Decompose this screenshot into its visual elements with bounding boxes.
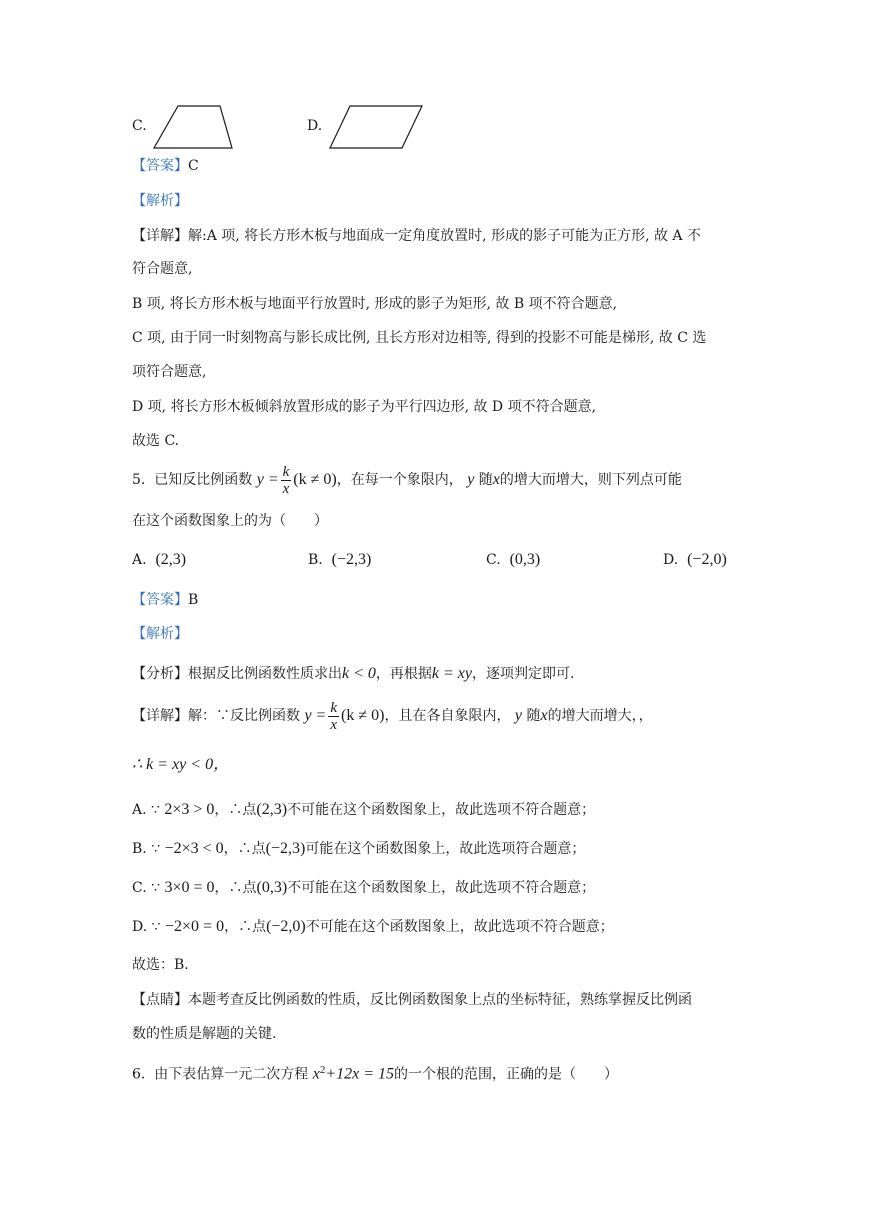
q5-analysis-tag: 【解析】 <box>132 626 188 642</box>
q5-fraction: $\frac{k}{x}$ <box>282 463 290 497</box>
prev-answer: 【答案】C <box>132 158 199 174</box>
q5-option-a: A. (2,3) <box>132 551 187 568</box>
option-d-label: D. <box>307 118 323 134</box>
prev-detail-line-4: C 项, 由于同一时刻物高与影长成比例, 且长方形对边相等, 得到的投影不可能是梯形, 故 C 选 <box>132 330 707 346</box>
prev-detail-line-3: B 项, 将长方形木板与地面平行放置时, 形成的影子为矩形, 故 B 项不符合题意, <box>132 296 618 312</box>
q5-answer: 【答案】B <box>132 592 199 608</box>
q5-check-a: A. ∵ 2×3 > 0，∴点(2,3)不可能在这个函数图象上，故此选项不符合题意； <box>132 801 596 818</box>
q5-check-c: C. ∵ 3×0 = 0，∴点(0,3)不可能在这个函数图象上，故此选项不符合题意； <box>132 879 596 896</box>
q5-option-d: D. (−2,0) <box>663 551 727 568</box>
q5-fenxi: 【分析】根据反比例函数性质求出k < 0，再根据k = xy，逐项判定即可. <box>132 665 575 682</box>
q5-therefore: ∴ k = xy < 0， <box>132 756 230 773</box>
prev-detail-line-7: 故选 C. <box>132 433 180 449</box>
trapezoid-figure <box>150 102 240 152</box>
q5-detail-line-1: 【详解】解：∵反比例函数 y = $\frac{k}{x}$ (k ≠ 0)，且在各自象限内， y 随x的增大而增大，， <box>132 699 653 733</box>
q6-stem: 6. 由下表估算一元二次方程 $x^2+12x = 15$的一个根的范围，正确的是（ ） <box>132 1064 619 1083</box>
q5-detail-fraction: $\frac{k}{x}$ <box>330 699 338 733</box>
q5-check-d: D. ∵ −2×0 = 0，∴点(−2,0)不可能在这个函数图象上，故此选项不符合题意； <box>132 918 614 935</box>
q5-check-b: B. ∵ −2×3 < 0，∴点(−2,3)可能在这个函数图象上，故此选项符合题意； <box>132 840 586 857</box>
prev-analysis-tag: 【解析】 <box>132 193 188 209</box>
q5-dianjing-line-1: 【点睛】本题考查反比例函数的性质，反比例函数图象上点的坐标特征，熟练掌握反比例函 <box>132 992 692 1008</box>
q5-dianjing-line-2: 数的性质是解题的关键. <box>132 1026 277 1042</box>
prev-detail-line-6: D 项, 将长方形木板倾斜放置形成的影子为平行四边形, 故 D 项不符合题意, <box>132 399 597 415</box>
q5-stem-line-1: 5. 已知反比例函数 y = $\frac{k}{x}$ (k ≠ 0)，在每一个象限内， y 随x的增大而增大，则下列点可能 <box>132 463 682 497</box>
q5-option-c: C. (0,3) <box>486 551 541 568</box>
prev-detail-line-1: 【详解】解:A 项, 将长方形木板与地面成一定角度放置时, 形成的影子可能为正方形, 故 A 不 <box>132 228 701 244</box>
q5-choose: 故选：B. <box>132 957 189 973</box>
option-c-label: C. <box>132 118 147 134</box>
q5-option-b: B. (−2,3) <box>308 551 372 568</box>
prev-detail-line-5: 项符合题意, <box>132 364 207 380</box>
q5-stem-line-2: 在这个函数图象上的为（ ） <box>132 513 328 529</box>
prev-detail-line-2: 符合题意, <box>132 261 193 277</box>
parallelogram-figure <box>326 102 426 152</box>
